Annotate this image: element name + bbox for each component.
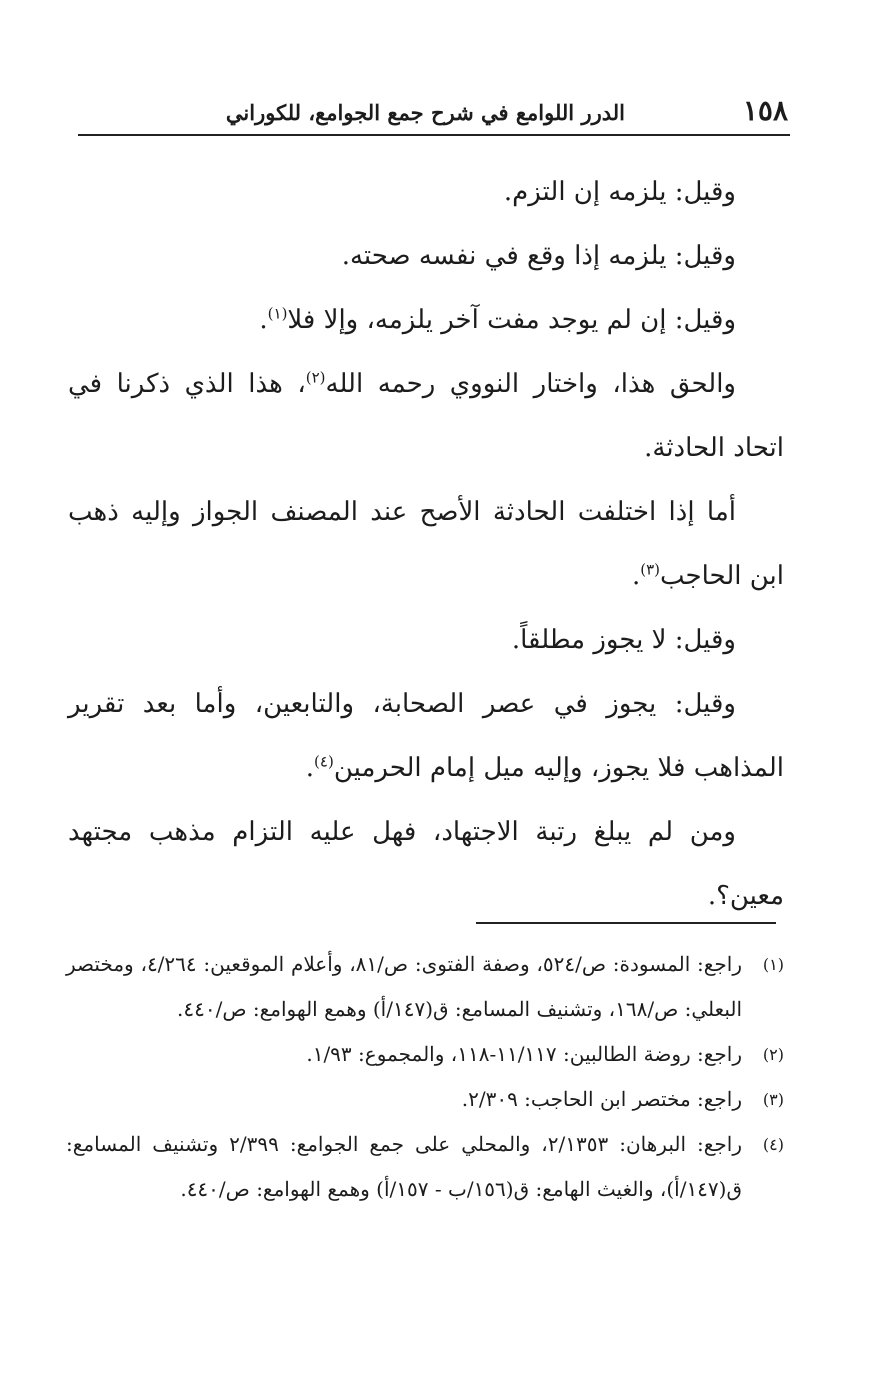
footnote-text: راجع: المسودة: ص/٥٢٤، وصفة الفتوى: ص/٨١، وأعلام الموقعين: ٤/٢٦٤، ومختصر البعلي: ص/١٦٨، وتشنيف المسامع: ق(١٤٧/أ) وهمع الهوامع: ص/٤٤٠. <box>66 952 743 1021</box>
paragraph <box>68 352 784 480</box>
paragraph-text: وقيل: يلزمه إن التزم. <box>503 177 736 207</box>
paragraph <box>68 224 784 288</box>
paragraph-text-tail: ، هذا الذي ذكرنا في اتحاد الحادثة. <box>68 369 784 463</box>
footnote-ref: (١) <box>267 304 288 323</box>
paragraph <box>68 480 784 608</box>
footnote-ref: (٣) <box>640 560 661 579</box>
running-title: الدرر اللوامع في شرح جمع الجوامع، للكوراني <box>225 100 625 125</box>
paragraph-text: وقيل: يجوز في عصر الصحابة، والتابعين، وأما بعد تقرير المذاهب فلا يجوز، وإليه ميل إمام الحرمين <box>68 689 784 783</box>
footnote-ref: (٢) <box>305 368 326 387</box>
page-header <box>78 92 790 136</box>
paragraph <box>68 672 784 800</box>
paragraph-text: ومن لم يبلغ رتبة الاجتهاد، فهل عليه التزام مذهب مجتهد معين؟. <box>68 817 784 911</box>
paragraph <box>68 800 784 928</box>
paragraph-text: أما إذا اختلفت الحادثة الأصح عند المصنف الجواز وإليه ذهب ابن الحاجب <box>68 497 784 591</box>
paragraph-text-tail: . <box>631 561 641 591</box>
footnote-text: راجع: روضة الطالبين: ١١/١١٧-١١٨، والمجموع: ١/٩٣. <box>306 1042 742 1066</box>
footnote <box>66 942 784 1032</box>
footnote-number: (١) <box>762 955 784 974</box>
footnotes <box>66 942 784 1212</box>
footnote <box>66 1122 784 1212</box>
paragraph-text: والحق هذا، واختار النووي رحمه الله <box>325 369 736 399</box>
footnote <box>66 1077 784 1122</box>
main-text <box>68 160 784 928</box>
paragraph-text: وقيل: لا يجوز مطلقاً. <box>511 625 736 655</box>
footnote-number: (٢) <box>762 1045 784 1064</box>
paragraph-text: وقيل: إن لم يوجد مفت آخر يلزمه، وإلا فلا <box>287 305 736 335</box>
paragraph-text-tail: . <box>305 753 315 783</box>
paragraph-text: وقيل: يلزمه إذا وقع في نفسه صحته. <box>341 241 736 271</box>
footnote-number: (٤) <box>762 1135 784 1154</box>
footnote-text: راجع: البرهان: ٢/١٣٥٣، والمحلي على جمع الجوامع: ٢/٣٩٩ وتشنيف المسامع: ق(١٤٧/أ)، والغيث الهامع: ق(١٥٦/ب - ١٥٧/أ) وهمع الهوامع: ص/٤٤٠. <box>66 1132 742 1201</box>
paragraph <box>68 160 784 224</box>
page-number: ١٥٨ <box>742 94 788 127</box>
paragraph-text-tail: . <box>259 305 268 335</box>
footnote-number: (٣) <box>762 1090 784 1109</box>
paragraph <box>68 288 784 352</box>
footnote-separator <box>476 922 776 924</box>
footnote-text: راجع: مختصر ابن الحاجب: ٢/٣٠٩. <box>461 1087 742 1111</box>
footnote-ref: (٤) <box>314 752 334 771</box>
paragraph <box>68 608 784 672</box>
footnote <box>66 1032 784 1077</box>
